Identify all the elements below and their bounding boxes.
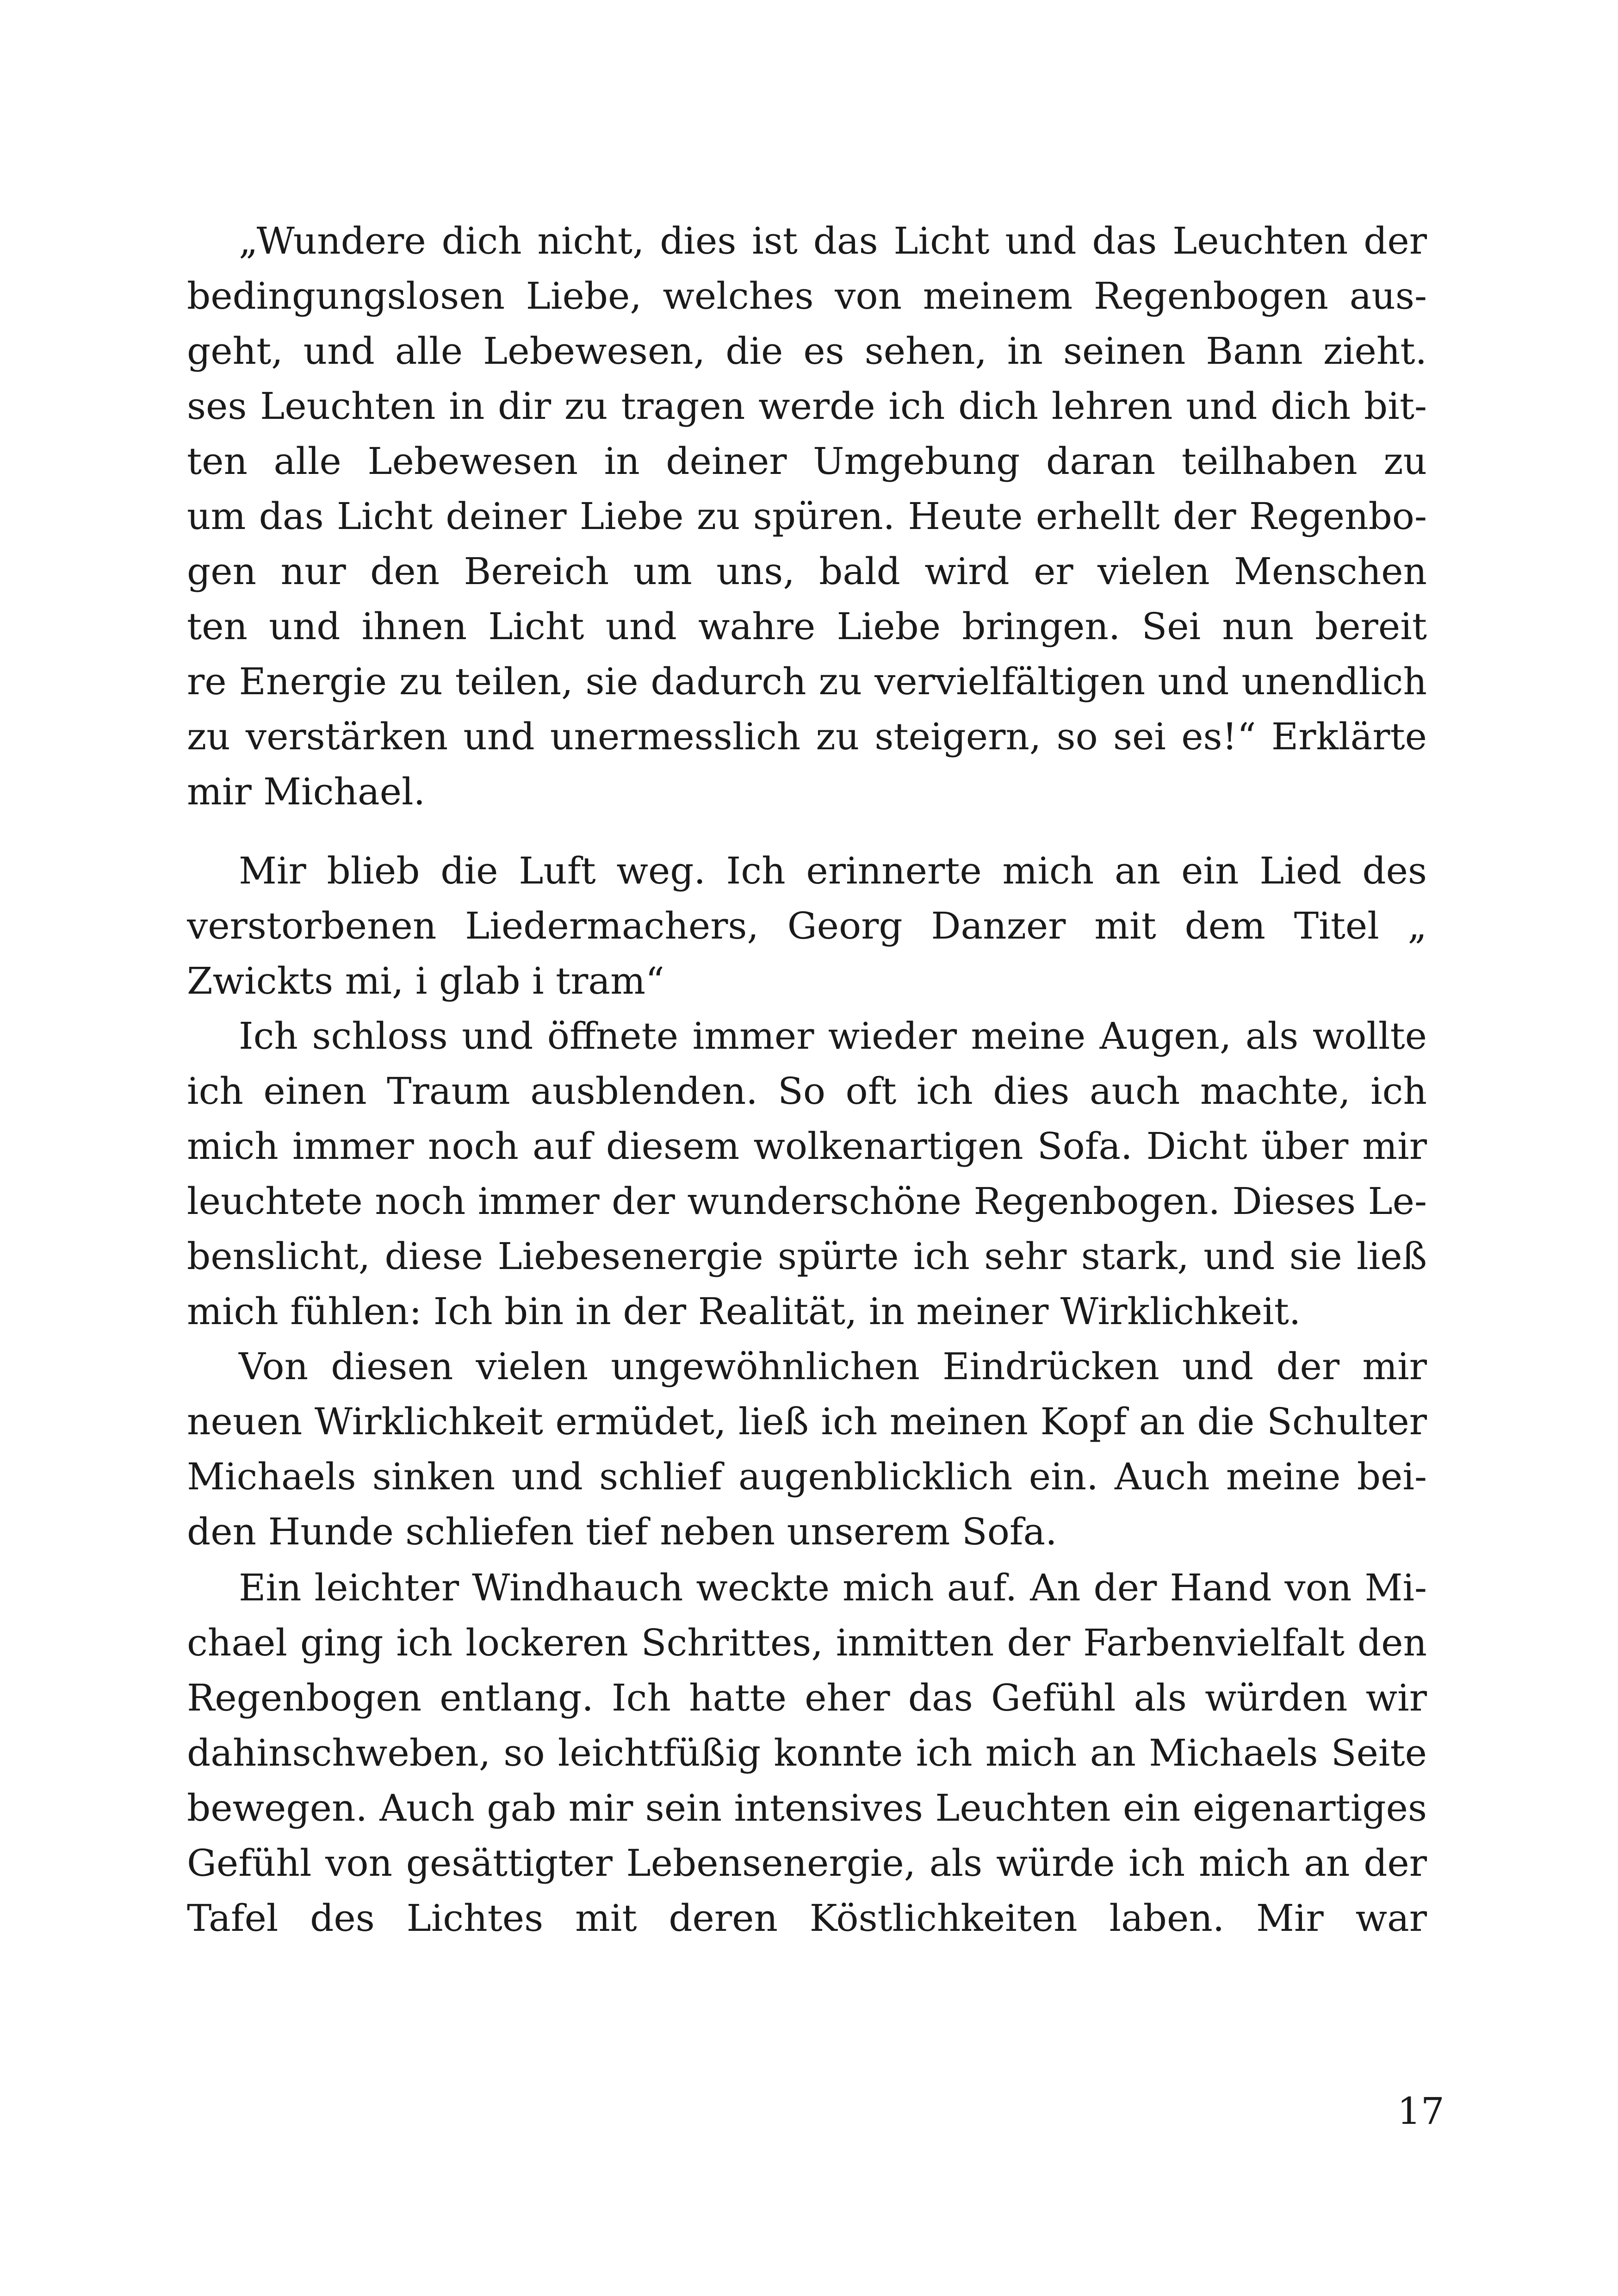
text-line: den Hunde schliefen tief neben unserem Sofa. <box>187 1510 1057 1553</box>
page-number: 17 <box>1397 2090 1444 2133</box>
paragraph-2 <box>187 843 1427 1008</box>
paragraph-4 <box>187 1339 1427 1559</box>
text-line: geht, und alle Lebewesen, die es sehen, in seinen Bann zieht. <box>187 330 1427 373</box>
text-line: bedingungslosen Liebe, welches von meinem Regenbogen aus- <box>187 274 1427 317</box>
text-line: zu verstärken und unermesslich zu steigern, so sei es!“ Erklärte <box>187 715 1427 758</box>
text-line: Von diesen vielen ungewöhnlichen Eindrücken und der mir <box>239 1345 1427 1388</box>
text-line: ten und ihnen Licht und wahre Liebe bringen. Sei nun bereit <box>187 605 1427 648</box>
text-line: Gefühl von gesättigter Lebensenergie, als würde ich mich an der <box>187 1842 1427 1885</box>
paragraph-3 <box>187 1008 1427 1339</box>
text-line: gen nur den Bereich um uns, bald wird er vielen Menschen <box>187 550 1427 593</box>
text-line: Mir blieb die Luft weg. Ich erinnerte mich an ein Lied des <box>239 849 1427 892</box>
text-line: dahinschweben, so leichtfüßig konnte ich mich an Michaels Seite <box>187 1731 1427 1774</box>
text-line: bewegen. Auch gab mir sein intensives Leuchten ein eigenartiges <box>187 1786 1427 1829</box>
text-line: mich fühlen: Ich bin in der Realität, in meiner Wirklichkeit. <box>187 1290 1301 1333</box>
text-line: ses Leuchten in dir zu tragen werde ich dich lehren und dich bit- <box>187 385 1427 428</box>
text-line: „Wundere dich nicht, dies ist das Licht und das Leuchten der <box>239 219 1427 262</box>
text-line: Michaels sinken und schlief augenblicklich ein. Auch meine bei- <box>187 1455 1427 1498</box>
text-line: Zwickts mi, i glab i tram“ <box>187 959 664 1002</box>
text-line: leuchtete noch immer der wunderschöne Regenbogen. Dieses Le- <box>187 1180 1427 1223</box>
text-line: um das Licht deiner Liebe zu spüren. Heute erhellt der Regenbo- <box>187 495 1427 538</box>
paragraph-1 <box>187 213 1427 819</box>
text-line: ich einen Traum ausblenden. So oft ich dies auch machte, ich <box>187 1070 1427 1113</box>
text-line: mir Michael. <box>187 770 425 813</box>
text-line: verstorbenen Liedermachers, Georg Danzer mit dem Titel „ <box>187 904 1427 947</box>
text-line: chael ging ich lockeren Schrittes, inmitten der Farbenvielfalt den <box>187 1621 1427 1664</box>
text-line: neuen Wirklichkeit ermüdet, ließ ich meinen Kopf an die Schulter <box>187 1400 1427 1443</box>
text-line: ten alle Lebewesen in deiner Umgebung daran teilhaben zu <box>187 440 1427 483</box>
text-line: Tafel des Lichtes mit deren Köstlichkeiten laben. Mir war <box>187 1897 1427 1940</box>
text-line: Regenbogen entlang. Ich hatte eher das Gefühl als würden wir <box>187 1676 1427 1719</box>
paragraph-5 <box>187 1560 1427 1946</box>
text-line: Ein leichter Windhauch weckte mich auf. An der Hand von Mi- <box>239 1566 1427 1609</box>
text-line: benslicht, diese Liebesenergie spürte ich sehr stark, und sie ließ <box>187 1235 1427 1278</box>
text-line: Ich schloss und öffnete immer wieder meine Augen, als wollte <box>239 1014 1427 1058</box>
text-line: mich immer noch auf diesem wolkenartigen Sofa. Dicht über mir <box>187 1125 1427 1168</box>
text-line: re Energie zu teilen, sie dadurch zu vervielfältigen und unendlich <box>187 660 1427 703</box>
